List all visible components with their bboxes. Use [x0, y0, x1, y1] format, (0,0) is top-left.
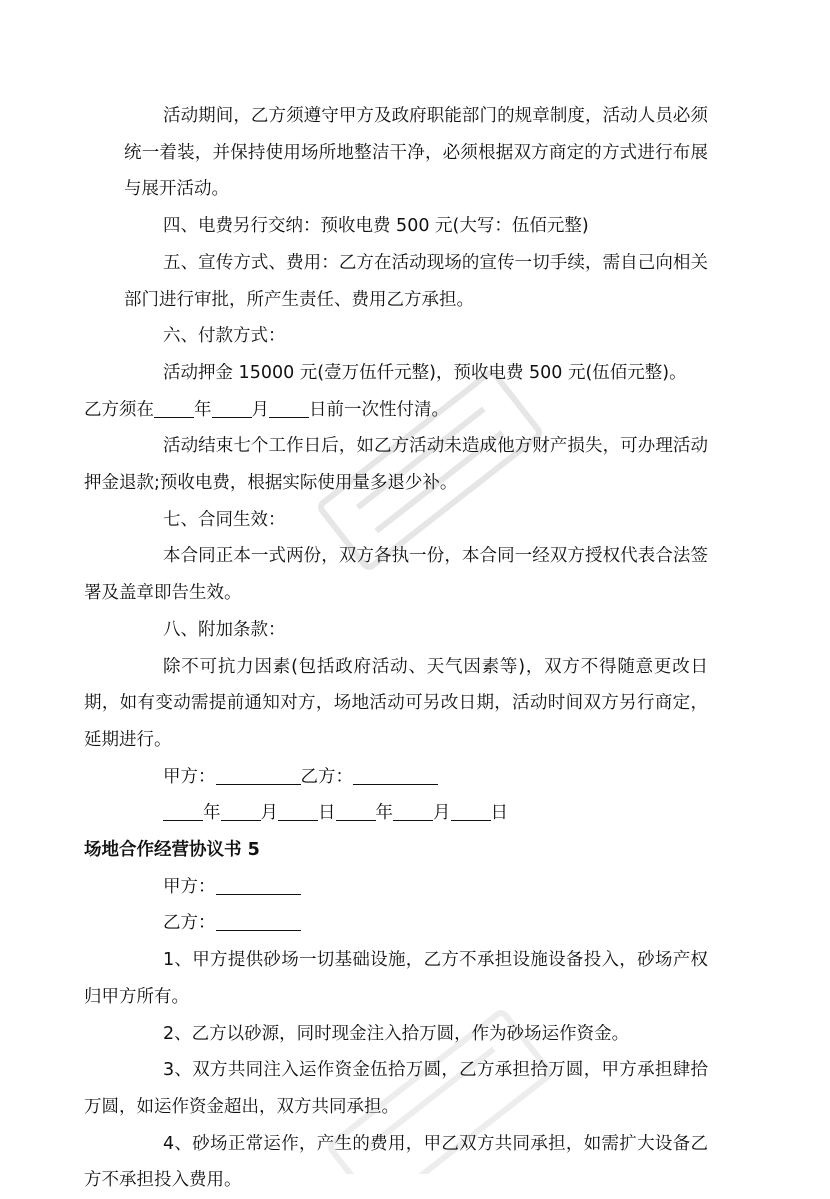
blank-line	[393, 802, 433, 821]
signature-dates-line	[124, 795, 708, 832]
blank-line	[154, 399, 194, 418]
date-month-a: 月	[260, 803, 278, 824]
pay-deadline-prefix: 乙方须在	[84, 399, 154, 420]
paragraph-activity-rules: 活动期间，乙方须遵守甲方及政府职能部门的规章制度，活动人员必须统一着装，并保持使用场所地整洁干净，必须根据双方商定的方式进行布展与展开活动。	[124, 106, 708, 200]
paragraph-refund: 活动结束七个工作日后，如乙方活动未造成他方财产损失，可办理活动押金退款;预收电费，根据实际使用量多退少补。	[84, 436, 708, 494]
pay-deadline-year: 年	[194, 399, 212, 420]
party-a-line	[124, 869, 708, 906]
signature-party-b-label: 乙方：	[300, 766, 353, 787]
clause-3: 3、双方共同注入运作资金伍拾万圆，乙方承担拾万圆，甲方承担肆拾万圆，如运作资金超出，双方共同承担。	[84, 1060, 708, 1117]
blank-line	[216, 766, 301, 785]
clause-4: 4、砂场正常运作，产生的费用，甲乙双方共同承担，如需扩大设备乙方不承担投入费用。	[84, 1133, 708, 1191]
date-year-a: 年	[203, 803, 221, 824]
party-b-label: 乙方：	[163, 913, 216, 934]
paragraph-electricity-fee: 四、电费另行交纳：预收电费 500 元(大写：伍佰元整)	[163, 216, 589, 237]
clause-1: 1、甲方提供砂场一切基础设施，乙方不承担设施设备投入，砂场产权归甲方所有。	[84, 950, 708, 1007]
blank-line	[269, 399, 309, 418]
blank-line	[216, 912, 301, 931]
signature-parties-line	[124, 759, 708, 796]
blank-line	[221, 802, 261, 821]
blank-line	[353, 766, 438, 785]
date-day-b: 日	[490, 803, 508, 824]
paragraph-payment-heading: 六、付款方式：	[163, 326, 286, 347]
signature-party-a-label: 甲方：	[163, 766, 216, 787]
pay-deadline-month: 月	[251, 399, 269, 420]
paragraph-publicity: 五、宣传方式、费用：乙方在活动现场的宣传一切手续，需自己向相关部门进行审批，所产生责任、费用乙方承担。	[124, 252, 708, 310]
blank-line	[216, 876, 301, 895]
paragraph-additional-heading: 八、附加条款：	[163, 619, 286, 640]
date-month-b: 月	[433, 803, 451, 824]
paragraph-force-majeure: 除不可抗力因素(包括政府活动、天气因素等)，双方不得随意更改日期，如有变动需提前通知对方，场地活动可另改日期，活动时间双方另行商定，延期进行。	[84, 656, 708, 750]
pay-deadline-suffix: 日前一次性付清。	[309, 399, 449, 420]
date-year-b: 年	[375, 803, 393, 824]
section-title: 场地合作经营协议书 5	[84, 840, 260, 861]
blank-line	[278, 802, 318, 821]
document-body	[84, 98, 708, 1199]
clause-2: 2、乙方以砂源，同时现金注入拾万圆，作为砂场运作资金。	[163, 1023, 630, 1044]
paragraph-effective-heading: 七、合同生效：	[163, 509, 286, 530]
blank-line	[336, 802, 376, 821]
party-a-label: 甲方：	[163, 876, 216, 897]
blank-line	[212, 399, 252, 418]
blank-line	[163, 802, 203, 821]
paragraph-pay-deadline	[84, 392, 708, 429]
paragraph-effective: 本合同正本一式两份，双方各执一份，本合同一经双方授权代表合法签署及盖章即告生效。	[84, 546, 708, 604]
date-day-a: 日	[318, 803, 336, 824]
blank-line	[451, 802, 491, 821]
party-b-line	[124, 905, 708, 942]
paragraph-deposit: 活动押金 15000 元(壹万伍仟元整)，预收电费 500 元(伍佰元整)。	[163, 362, 687, 383]
